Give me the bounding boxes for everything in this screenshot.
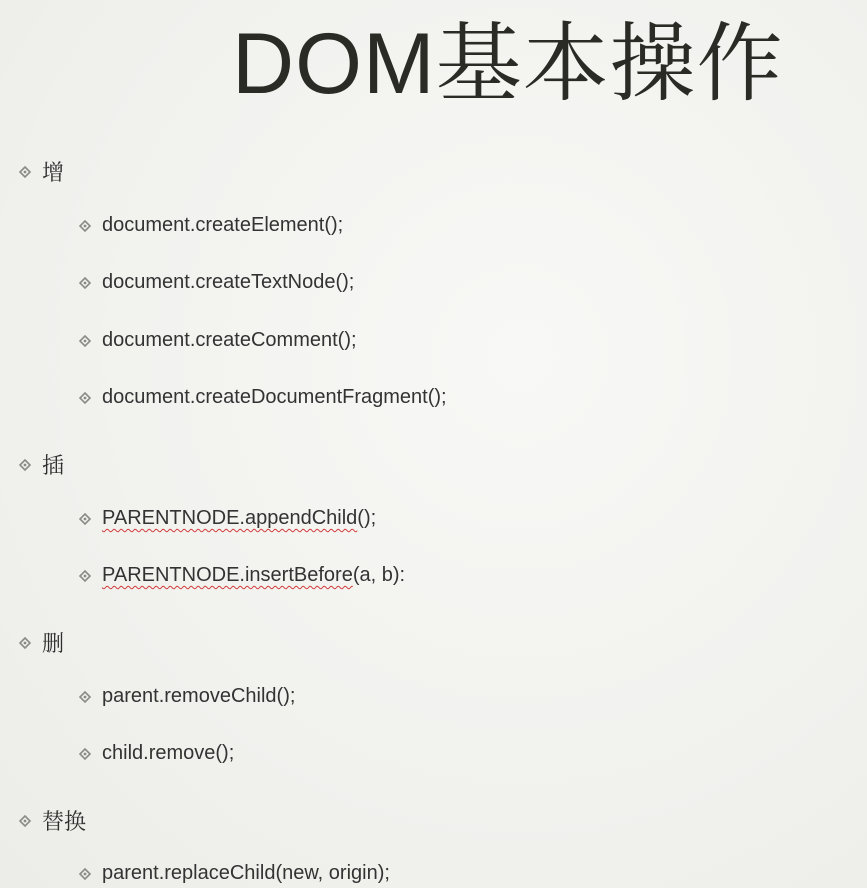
- diamond-bullet-icon: [78, 867, 92, 881]
- diamond-bullet-icon: [18, 165, 32, 179]
- list-item: [78, 386, 447, 409]
- diamond-bullet-icon: [18, 458, 32, 472]
- diamond-bullet-icon: [78, 334, 92, 348]
- section-label: 插: [42, 453, 65, 478]
- item-text-rest: (a, b):: [352, 564, 406, 586]
- section-label: 增: [42, 160, 65, 185]
- section-insert: [18, 449, 64, 480]
- section-replace: [18, 805, 86, 836]
- diamond-bullet-icon: [78, 747, 92, 761]
- item-text: document.createDocumentFragment();: [102, 386, 447, 408]
- item-text: child.remove();: [102, 742, 235, 764]
- list-item: [78, 214, 343, 237]
- slide-title: DOM基本操作: [232, 16, 784, 112]
- list-item: [78, 271, 354, 294]
- diamond-bullet-icon: [78, 690, 92, 704]
- list-item: [78, 742, 234, 765]
- list-item: [78, 329, 357, 352]
- list-item: [78, 507, 376, 530]
- section-label: 替换: [42, 809, 87, 834]
- diamond-bullet-icon: [78, 219, 92, 233]
- diamond-bullet-icon: [18, 636, 32, 650]
- item-text: document.createComment();: [102, 329, 357, 351]
- item-text: document.createTextNode();: [102, 271, 355, 293]
- item-text-flagged: PARENTNODE.insertBefore: [102, 564, 353, 586]
- list-item: [78, 862, 390, 885]
- section-label: 删: [42, 631, 65, 656]
- section-add: [18, 156, 64, 187]
- item-text-flagged: PARENTNODE.appendChild: [102, 507, 358, 529]
- diamond-bullet-icon: [78, 512, 92, 526]
- item-text: parent.removeChild();: [102, 685, 296, 707]
- diamond-bullet-icon: [78, 391, 92, 405]
- diamond-bullet-icon: [78, 569, 92, 583]
- item-text: document.createElement();: [102, 214, 344, 236]
- section-delete: [18, 627, 64, 658]
- diamond-bullet-icon: [78, 276, 92, 290]
- list-item: [78, 685, 295, 708]
- diamond-bullet-icon: [18, 814, 32, 828]
- item-text-rest: ();: [357, 507, 377, 529]
- item-text: parent.replaceChild(new, origin);: [102, 862, 390, 884]
- list-item: [78, 564, 405, 587]
